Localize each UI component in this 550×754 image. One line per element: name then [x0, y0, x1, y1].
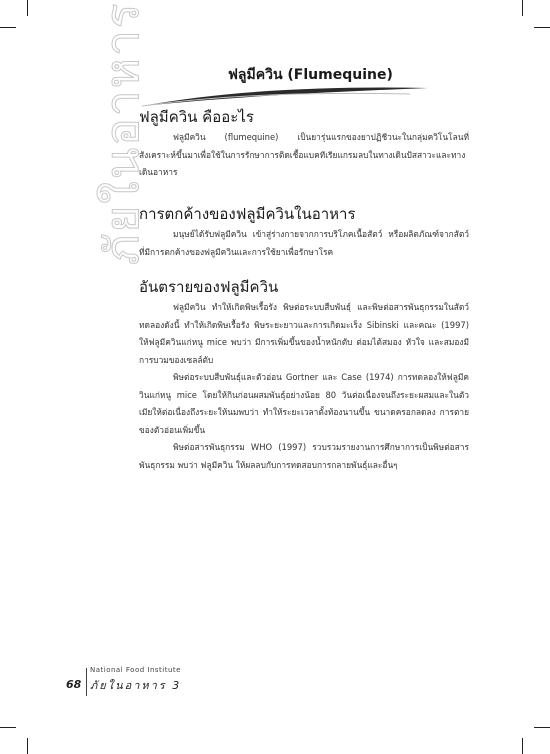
section-heading: การตกค้างของฟลูมีควินในอาหาร [139, 205, 356, 223]
crop-mark-bottom-right [522, 738, 523, 754]
header-swoosh-decoration [140, 80, 430, 110]
section-paragraph: พิษต่อสารพันธุกรรม WHO (1997) รวบรวมรายงานการศึกษาการเป็นพิษต่อสารพันธุกรรม พบว่า ฟลูมีควิน ให้ผลลบกับการทดสอบการกลายพันธุ์และอื่นๆ [139, 442, 469, 470]
crop-mark-bottom-left [27, 738, 28, 754]
section-paragraph: ฟลูมีควิน ทำให้เกิดพิษเรื้อรัง พิษต่อระบบสืบพันธุ์ และพิษต่อสารพันธุกรรมในสัตว์ทดลองดังนี้ ทำให้เกิดพิษเรื้อรัง พิษระยะยาวและการเกิดมะเร็ง Sibinski และคณะ (1997) ให้ฟลูมีควินแก่หนู mice พบว่า มีการเพิ่มขึ้นของน้ำหนักตับ ต่อมไต้สมอง หัวใจ และสมองมีการบวมของเซลล์ตับ [139, 302, 469, 365]
section-paragraph: ฟลูมีควิน (flumequine) เป็นยารุ่นแรกของยาปฏิชีวนะในกลุ่มควิโนโลนที่สังเคราะห์ขึ้นมาเพื่อใช้ในการรักษาการติดเชื้อแบคทีเรียแกรมลบในทางเดินปัสสาวะและทางเดินอาหาร [139, 132, 469, 177]
crop-mark-top-left [27, 0, 28, 16]
footer-book-title: ภัยในอาหาร 3 [90, 679, 182, 692]
section-heading: ฟลูมีควิน คืออะไร [139, 108, 254, 126]
crop-mark-top-right-h [534, 27, 550, 28]
section-paragraph: มนุษย์ได้รับฟลูมีควิน เข้าสู่ร่างกายจากการบริโภคเนื้อสัตว์ หรือผลิตภัณฑ์จากสัตว์ ที่มีการตกค้างของฟลูมีควินและการใช้ยาเพื่อรักษาโรค [139, 229, 469, 257]
crop-mark-bottom-left-h [0, 727, 16, 728]
crop-mark-bottom-right-h [534, 727, 550, 728]
page-title: ฟลูมีควิน (Flumequine) [228, 67, 393, 83]
section-paragraph: พิษต่อระบบสืบพันธุ์และตัวอ่อน Gortner และ Case (1974) การทดลองให้ฟลูมีควินแก่หนู mice โดยให้กินก่อนผสมพันธุ์อย่างน้อย 80 วันต่อเนื่องจนถึงระยะผสมและในตัวเมียให้ต่อเนื่องถึงระยะให้นมพบว่า ทำให้ระยะเวลาตั้งท้องนานขึ้น ขนาดครอกลดลง การตายของตัวอ่อนเพิ่มขึ้น [139, 372, 469, 435]
page-number: 68 [66, 678, 82, 691]
footer-institute: National Food Institute [90, 666, 181, 674]
section-residue [139, 205, 469, 261]
side-watermark-text: ภัยในอาหาร [95, 1, 149, 265]
section-hazards [139, 278, 469, 474]
crop-mark-top-left-h [0, 27, 16, 28]
crop-mark-top-right [522, 0, 523, 16]
section-heading: อันตรายของฟลูมีควิน [139, 278, 279, 296]
footer-divider [86, 668, 87, 696]
section-what-is [139, 108, 469, 182]
side-watermark [38, 1, 149, 280]
